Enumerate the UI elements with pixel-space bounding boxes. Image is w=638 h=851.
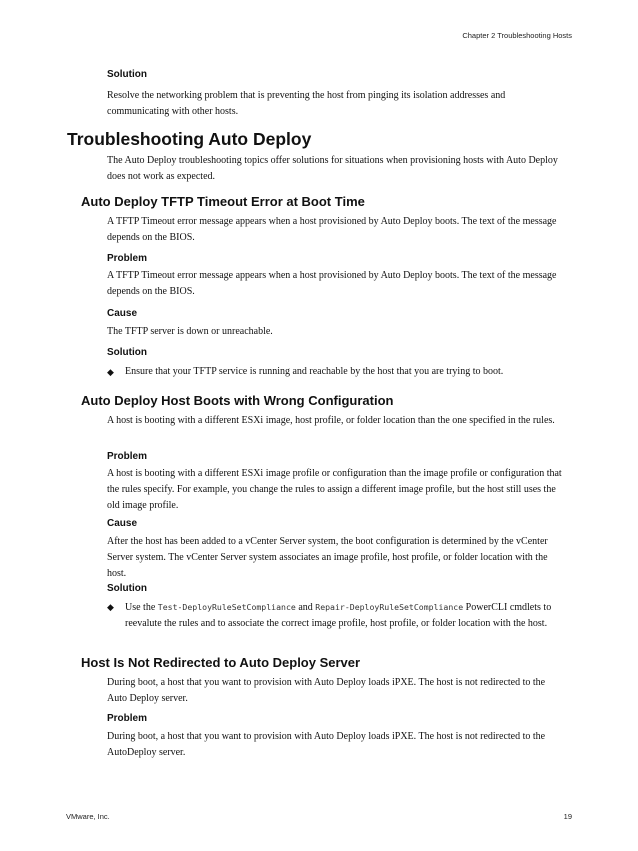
subsection-title-wrong-configuration: Auto Deploy Host Boots with Wrong Configuration — [81, 393, 394, 408]
tftp-solution-text: Ensure that your TFTP service is running and reachable by the host that you are trying to boot. — [125, 366, 504, 377]
wrong-config-problem-text: A host is booting with a different ESXi image profile or configuration than the image profile or configuration that the rules specify. For example, you change the rules to assign a different image profile, but the host still uses the old image profile. — [107, 468, 562, 511]
section-title-troubleshooting-auto-deploy: Troubleshooting Auto Deploy — [67, 129, 312, 149]
text-fragment: and — [295, 602, 316, 613]
wrong-config-cause-heading: Cause — [107, 518, 138, 529]
section-intro: The Auto Deploy troubleshooting topics offer solutions for situations when provisioning hosts with Auto Deploy does not work as expected. — [107, 155, 558, 182]
text-fragment: PowerCLI cmdlets to reevalute the rules and to associate the correct image profile, host profile, or folder location with the host. — [125, 602, 552, 629]
bullet-diamond-icon: ◆ — [107, 367, 114, 377]
tftp-intro: A TFTP Timeout error message appears when a host provisioned by Auto Deploy boots. The text of the message depends on the BIOS. — [107, 216, 557, 243]
page-number: 19 — [563, 812, 572, 821]
tftp-solution-bullet — [107, 364, 565, 380]
subsection-title-tftp-timeout: Auto Deploy TFTP Timeout Error at Boot Time — [81, 194, 365, 209]
wrong-config-cause-text: After the host has been added to a vCenter Server system, the boot configuration is determined by the vCenter Server system. The vCenter Server system associates an image profile, host profile, or folder location with the host. — [107, 536, 548, 579]
wrong-config-intro: A host is booting with a different ESXi image, host profile, or folder location than the one specified in the rules. — [107, 415, 555, 426]
solution-heading: Solution — [107, 69, 147, 80]
tftp-solution-heading: Solution — [107, 347, 147, 358]
cmdlet-test-deployrulesetcompliance: Test-DeployRuleSetCompliance — [157, 602, 296, 612]
text-fragment: Use the — [125, 602, 158, 613]
tftp-problem-text: A TFTP Timeout error message appears when a host provisioned by Auto Deploy boots. The text of the message depends on the BIOS. — [107, 270, 557, 297]
wrong-config-solution-bullet — [107, 599, 565, 632]
cmdlet-repair-deployrulesetcompliance: Repair-DeployRuleSetCompliance — [315, 602, 464, 612]
wrong-config-problem-heading: Problem — [107, 451, 148, 462]
wrong-config-solution-text — [125, 599, 565, 632]
subsection-title-not-redirected: Host Is Not Redirected to Auto Deploy Server — [81, 655, 361, 670]
wrong-config-solution-heading: Solution — [107, 583, 147, 594]
tftp-problem-heading: Problem — [107, 253, 148, 264]
tftp-cause-text: The TFTP server is down or unreachable. — [107, 326, 273, 337]
not-redirected-problem-text: During boot, a host that you want to provision with Auto Deploy loads iPXE. The host is not redirected to the AutoDeploy server. — [107, 731, 546, 758]
bullet-diamond-icon: ◆ — [107, 602, 114, 612]
tftp-cause-heading: Cause — [107, 308, 138, 319]
not-redirected-problem-heading: Problem — [107, 713, 148, 724]
not-redirected-intro: During boot, a host that you want to provision with Auto Deploy loads iPXE. The host is not redirected to the Auto Deploy server. — [107, 677, 546, 704]
footer-company: VMware, Inc. — [66, 812, 110, 821]
running-header: Chapter 2 Troubleshooting Hosts — [462, 31, 572, 40]
solution-text: Resolve the networking problem that is preventing the host from pinging its isolation addresses and communicating with other hosts. — [107, 90, 506, 117]
